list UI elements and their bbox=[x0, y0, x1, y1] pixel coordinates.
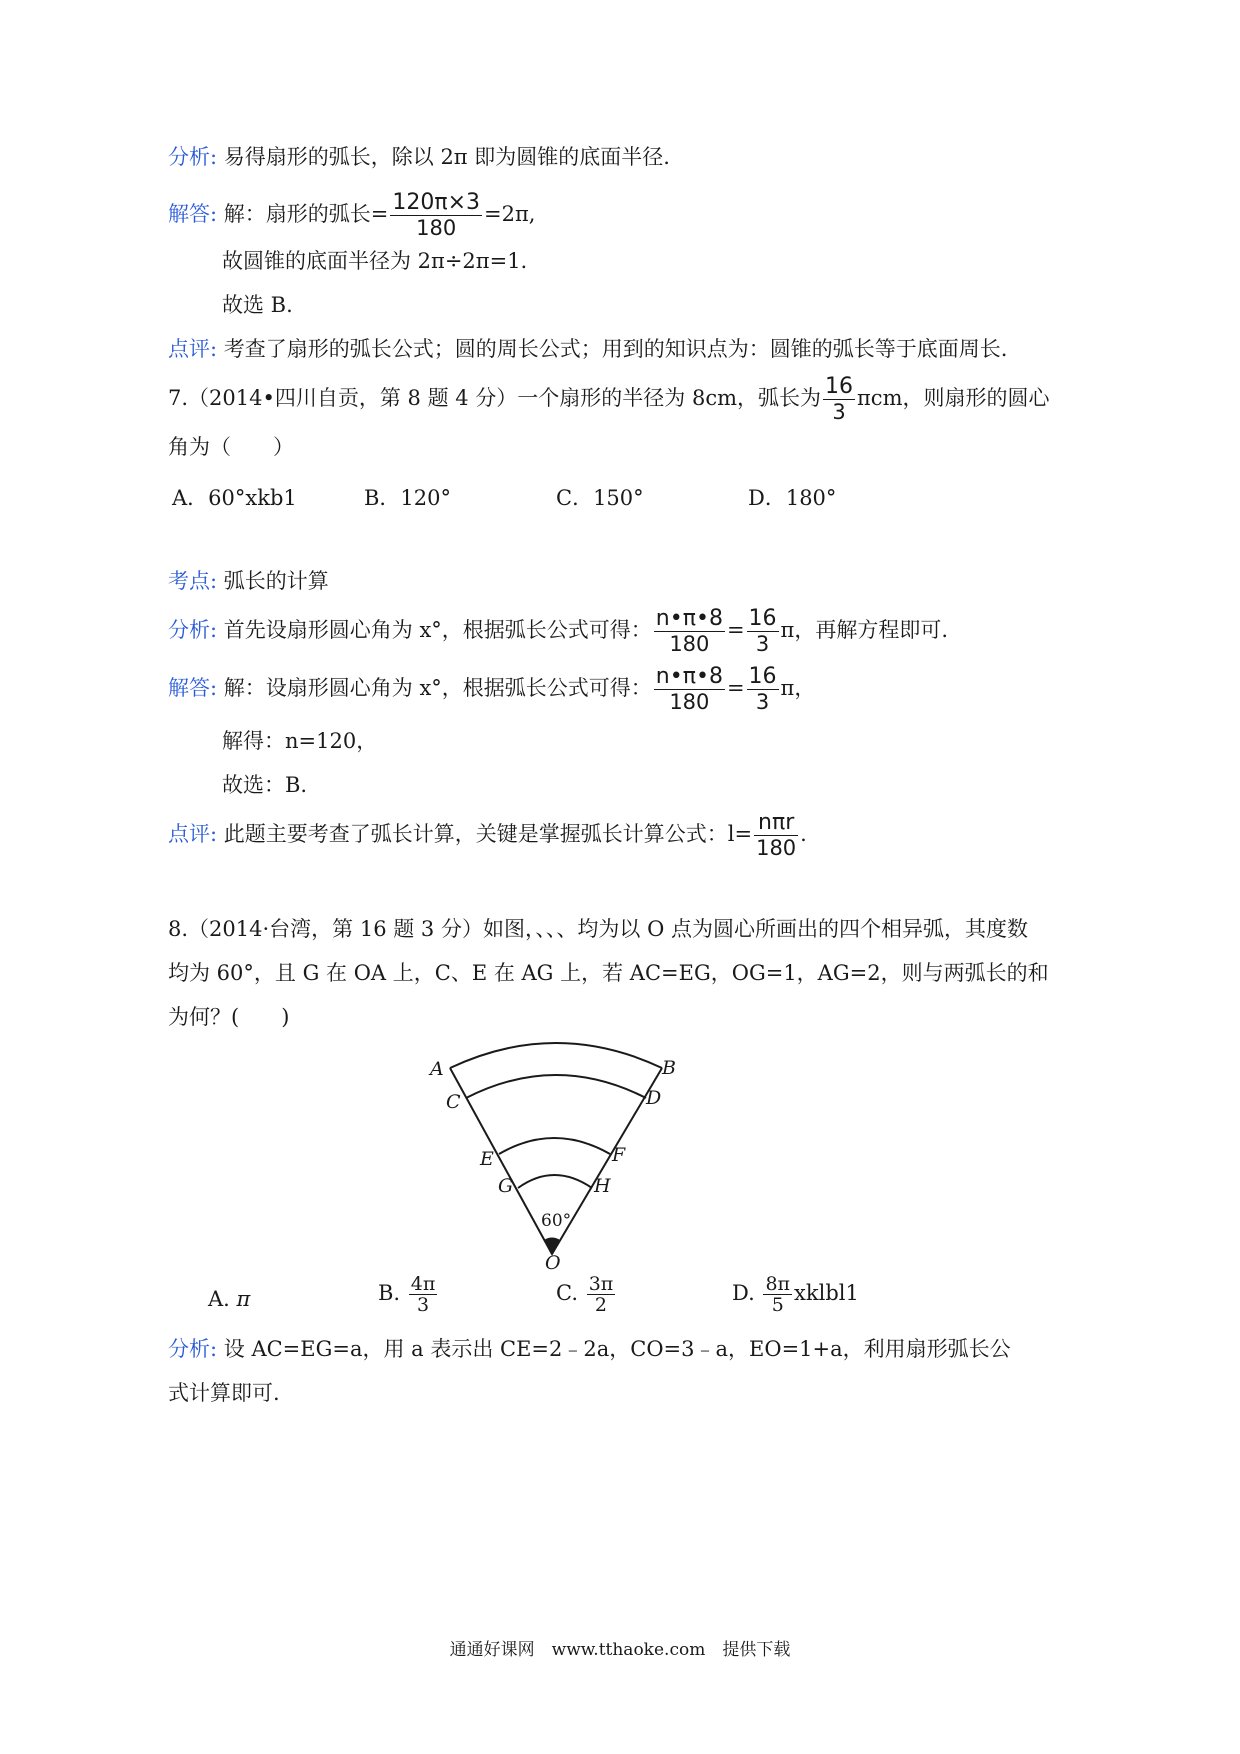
arc-gh bbox=[518, 1175, 592, 1188]
answer-tag: 解答: bbox=[168, 202, 218, 226]
fraction-denominator: 3 bbox=[832, 400, 846, 424]
q7-analysis-line: 分析: 首先设扇形圆心角为 x°，根据弧长公式可得： $\frac{n•\pi•8}{180}$ = $\frac{16}{3}$ π，再解方程即可. bbox=[168, 606, 949, 656]
fraction-numerator: 16 bbox=[748, 664, 777, 689]
label-e: E bbox=[480, 1148, 494, 1170]
label-g: G bbox=[498, 1175, 514, 1197]
option-letter: D. bbox=[732, 1281, 755, 1305]
fraction-numerator: 16 bbox=[748, 606, 777, 631]
analysis-text-b: π，再解方程即可. bbox=[780, 618, 949, 642]
analysis-tag: 分析: bbox=[168, 145, 218, 169]
angle-label: 60° bbox=[541, 1211, 572, 1231]
fraction-denominator: 5 bbox=[771, 1294, 784, 1316]
label-d: D bbox=[646, 1087, 662, 1109]
sol6-answer-line3: 故选 B. bbox=[222, 293, 293, 317]
q8-option-b bbox=[378, 1274, 439, 1315]
fraction-denominator: 3 bbox=[755, 632, 770, 656]
comment-text-b: . bbox=[800, 822, 807, 846]
label-f: F bbox=[612, 1144, 626, 1166]
sol6-answer-line2: 故圆锥的底面半径为 2π÷2π=1. bbox=[222, 249, 528, 273]
comment-text-a: 此题主要考查了弧长计算，关键是掌握弧长计算公式：l= bbox=[223, 822, 753, 846]
answer-text-b: π， bbox=[780, 676, 816, 700]
point-text: 弧长的计算 bbox=[223, 569, 329, 593]
q7-arc-fraction bbox=[823, 375, 855, 424]
q7-answer-line: 解答: 解：设扇形圆心角为 x°，根据弧长公式可得： $\frac{n•\pi•8}{180}$ = $\frac{16}{3}$ π， bbox=[168, 664, 816, 714]
equation-right-fraction bbox=[747, 665, 779, 714]
arc-cd bbox=[466, 1075, 646, 1098]
sol6-answer-line bbox=[168, 188, 535, 240]
q7-stem-b: πcm，则扇形的圆心 bbox=[857, 386, 1050, 410]
arc-ab bbox=[450, 1043, 662, 1068]
option-fraction bbox=[763, 1274, 792, 1315]
fraction-numerator: 16 bbox=[825, 374, 853, 399]
q7-option-c: C．150° bbox=[556, 486, 644, 510]
q8-analysis-line2: 式计算即可. bbox=[168, 1381, 280, 1405]
fraction-numerator: 4π bbox=[410, 1273, 436, 1295]
answer-prefix: 解：扇形的弧长= bbox=[223, 202, 389, 226]
fraction-numerator: 120π×3 bbox=[392, 190, 481, 215]
q7-comment-line bbox=[168, 808, 807, 860]
sol6-comment-line bbox=[168, 334, 1007, 364]
q8-stem-line2: 均为 60°，且 G 在 OA 上，C、E 在 AG 上，若 AC=EG，OG=1，AG=2，则与两弧长的和 bbox=[168, 961, 1049, 985]
q7-option-b: B．120° bbox=[364, 486, 452, 510]
q7-option-d: D．180° bbox=[748, 486, 837, 510]
q7-option-a: A．60°xkb1 bbox=[172, 486, 297, 510]
option-letter: C. bbox=[556, 1281, 578, 1305]
sol6-analysis-line bbox=[168, 142, 670, 172]
option-letter: B. bbox=[378, 1281, 401, 1305]
arc-formula-fraction bbox=[754, 811, 798, 860]
q7-stem-a: 7.（2014•四川自贡，第 8 题 4 分）一个扇形的半径为 8cm，弧长为 bbox=[168, 386, 821, 410]
label-b: B bbox=[662, 1057, 676, 1079]
analysis-text: 易得扇形的弧长，除以 2π 即为圆锥的底面半径. bbox=[223, 145, 670, 169]
q7-point-line bbox=[168, 566, 329, 596]
option-suffix: xklbl1 bbox=[794, 1281, 859, 1305]
q8-stem-line3: 为何？( ) bbox=[168, 1005, 290, 1029]
arc-ef bbox=[499, 1138, 610, 1154]
label-o: O bbox=[545, 1252, 561, 1270]
label-a: A bbox=[430, 1058, 444, 1080]
fraction-numerator: n•π•8 bbox=[655, 664, 723, 689]
answer-text-a: 解：设扇形圆心角为 x°，根据弧长公式可得： bbox=[223, 676, 652, 700]
page-footer: 通通好课网 www.tthaoke.com 提供下载 bbox=[449, 1640, 791, 1660]
q8-option-c bbox=[556, 1274, 617, 1315]
equation-right-fraction bbox=[747, 607, 779, 656]
option-letter: A. bbox=[208, 1287, 230, 1311]
label-h: H bbox=[594, 1175, 611, 1197]
q7-stem-line2: 角为（ ） bbox=[168, 435, 294, 459]
fraction-denominator: 3 bbox=[417, 1294, 430, 1316]
fraction-denominator: 180 bbox=[416, 216, 457, 240]
option-fraction bbox=[409, 1274, 438, 1315]
comment-tag: 点评: bbox=[168, 822, 218, 846]
edge-oa bbox=[450, 1068, 552, 1254]
fraction-denominator: 180 bbox=[756, 836, 797, 860]
q7-stem-line1 bbox=[168, 372, 1049, 424]
fraction-denominator: 180 bbox=[669, 632, 710, 656]
fraction-numerator: n•π•8 bbox=[655, 606, 723, 631]
q7-answer-line3: 故选：B. bbox=[222, 773, 308, 797]
point-tag: 考点: bbox=[168, 569, 218, 593]
fraction-denominator: 2 bbox=[594, 1294, 608, 1316]
option-value: π bbox=[236, 1287, 251, 1311]
q8-option-d bbox=[732, 1274, 859, 1315]
answer-tag: 解答: bbox=[168, 676, 218, 700]
arc-length-fraction bbox=[390, 191, 482, 240]
analysis-tag: 分析: bbox=[168, 1337, 218, 1361]
fraction-numerator: nπr bbox=[754, 811, 798, 836]
fraction-denominator: 180 bbox=[669, 690, 710, 714]
answer-suffix: =2π, bbox=[484, 202, 536, 226]
fraction-denominator: 3 bbox=[755, 690, 770, 714]
analysis-text: 设 AC=EG=a，用 a 表示出 CE=2﹣2a，CO=3﹣a，EO=1+a，利用扇形弧长公 bbox=[223, 1337, 1011, 1361]
option-fraction bbox=[587, 1274, 616, 1315]
fraction-numerator: 8π bbox=[765, 1273, 791, 1295]
fraction-numerator: 3π bbox=[588, 1273, 614, 1295]
comment-text: 考查了扇形的弧长公式；圆的周长公式；用到的知识点为：圆锥的弧长等于底面周长. bbox=[223, 337, 1008, 361]
q8-stem-line1: 8.（2014·台湾，第 16 题 3 分）如图，、、、均为以 O 点为圆心所画出的四个相异弧，其度数 bbox=[168, 917, 1029, 941]
equation-left-fraction bbox=[654, 665, 725, 714]
label-c: C bbox=[446, 1091, 461, 1113]
q7-answer-line2: 解得：n=120， bbox=[222, 729, 378, 753]
sector-arcs-figure bbox=[400, 1030, 720, 1270]
q8-analysis-line1 bbox=[168, 1334, 1011, 1364]
analysis-tag: 分析: bbox=[168, 618, 218, 642]
q8-option-a bbox=[208, 1284, 250, 1314]
analysis-text-a: 首先设扇形圆心角为 x°，根据弧长公式可得： bbox=[223, 618, 652, 642]
comment-tag: 点评: bbox=[168, 337, 218, 361]
equation-left-fraction bbox=[654, 607, 725, 656]
